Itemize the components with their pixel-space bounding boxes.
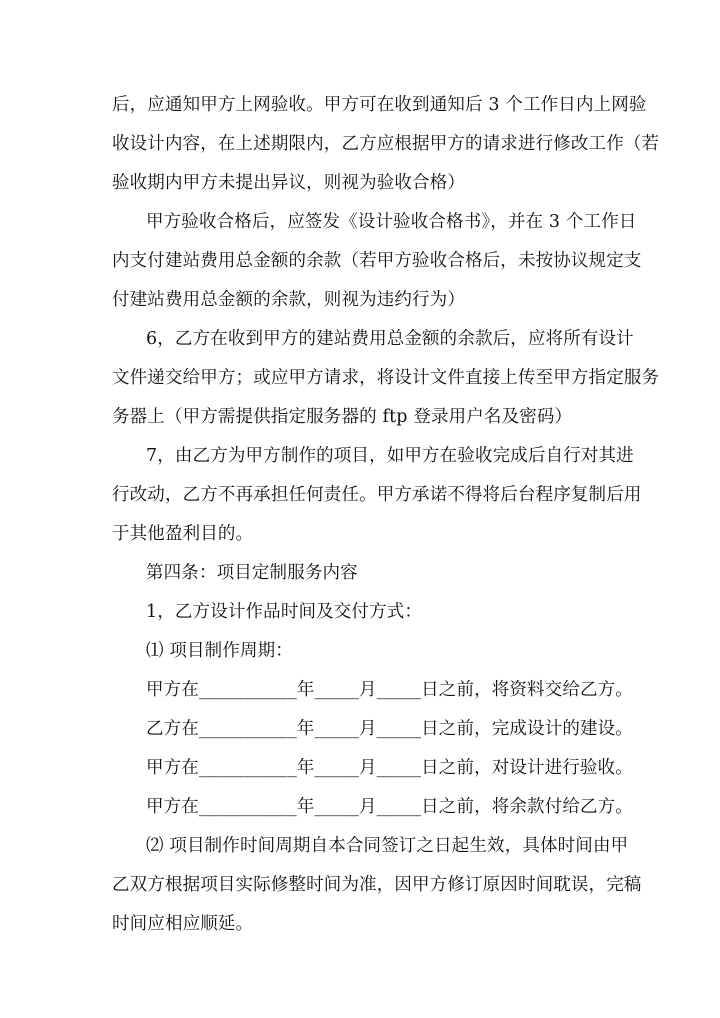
text-line: 甲方验收合格后，应签发《设计验收合格书》，并在 3 个工作日: [146, 212, 637, 232]
text-line: 付建站费用总金额的余款，则视为违约行为）: [112, 290, 465, 310]
text-line: 乙双方根据项目实际修整时间为准，因甲方修订原因时间耽误，完稿: [112, 875, 642, 895]
text-line: ⑴ 项目制作周期：: [146, 641, 293, 661]
text-line: 时间应相应顺延。: [112, 914, 254, 934]
schedule-line: 甲方在___________年_____月_____日之前，对设计进行验收。: [146, 758, 633, 778]
text-line: 于其他盈利目的。: [112, 524, 254, 544]
text-line: 7，由乙方为甲方制作的项目，如甲方在验收完成后自行对其进: [146, 446, 634, 466]
text-line: 务器上（甲方需提供指定服务器的 ftp 登录用户名及密码）: [112, 407, 573, 427]
text-line: 验收期内甲方未提出异议，则视为验收合格）: [112, 173, 465, 193]
text-line: 文件递交给甲方；或应甲方请求，将设计文件直接上传至甲方指定服务: [112, 368, 660, 388]
text-line: 1，乙方设计作品时间及交付方式：: [146, 602, 423, 622]
text-line: 行改动，乙方不再承担任何责任。甲方承诺不得将后台程序复制后用: [112, 485, 642, 505]
text-line: ⑵ 项目制作时间周期自本合同签订之日起生效，具体时间由甲: [146, 836, 629, 856]
text-line: 后，应通知甲方上网验收。甲方可在收到通知后 3 个工作日内上网验: [112, 95, 647, 115]
schedule-line: 甲方在___________年_____月_____日之前，将余款付给乙方。: [146, 797, 633, 817]
text-line: 内支付建站费用总金额的余款（若甲方验收合格后，未按协议规定支: [112, 251, 642, 271]
section-heading: 第四条：项目定制服务内容: [146, 563, 358, 583]
schedule-line: 乙方在___________年_____月_____日之前，完成设计的建设。: [146, 719, 633, 739]
text-line: 6，乙方在收到甲方的建站费用总金额的余款后，应将所有设计: [146, 329, 634, 349]
text-line: 收设计内容，在上述期限内，乙方应根据甲方的请求进行修改工作（若: [112, 134, 660, 154]
schedule-line: 甲方在___________年_____月_____日之前，将资料交给乙方。: [146, 680, 633, 700]
